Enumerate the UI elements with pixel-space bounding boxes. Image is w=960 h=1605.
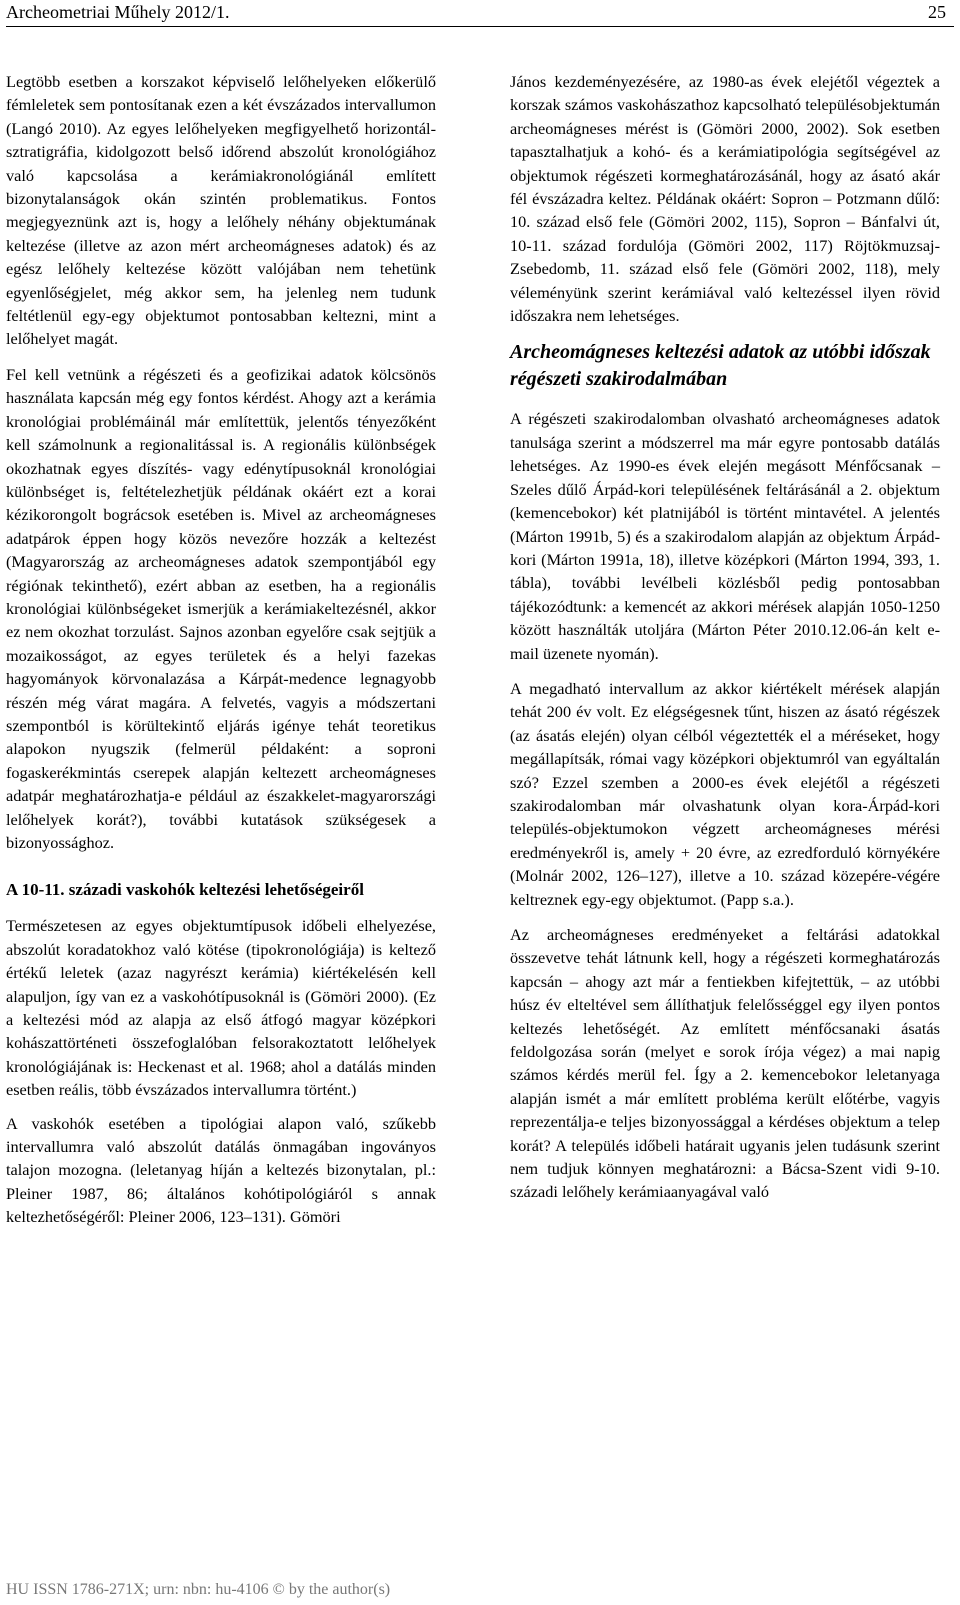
page-header [6, 0, 954, 27]
page-footer: HU ISSN 1786-271X; urn: nbn: hu-4106 © by the author(s) [6, 1581, 391, 1598]
paragraph: A megadható intervallum az akkor kiértékelt mérések alapján tehát 200 év volt. Ez elégségesnek tűnt, hiszen az ásató régészek (az ásatás elején) olyan célból végeztették el a méréseket, hogy megállapítsák, római vagy középkori objektumról van egyáltalán szó? Ezzel szemben a 2000-es évek elejétől a régészeti szakirodalomban már olvashatunk olyan kora-Árpád-kori település-objektumokon végzett archeomágneses mérési eredményekről is, amely + 20 évre, az ezredforduló környékére (Molnár 2002, 126–127), illetve a 10. század közepére-végére keltreznek egy-egy objektumot. (Papp s.a.). [510, 678, 940, 909]
right-column [510, 70, 940, 1216]
paragraph: Természetesen az egyes objektumtípusok időbeli elhelyezése, abszolút koradatokhoz való kötése (tipokronológiája) is keltező értékű leletek (azaz nagyrészt kerámia) kiértékelésén kell alapuljon, így van ez a vaskohótípusoknál is (Gömöri 2000). (Ez a keltezési mód az alapja az első átfogó magyar középkori kohászattörténeti összefoglalóban felsorakoztatott lelőhelyek kronológiájának is: Heckenast et al. 1968; ahol a datálás minden esetben reális, több évszázados intervallumra történt.) [6, 916, 436, 1100]
paragraph: János kezdeményezésére, az 1980-as évek elejétől végeztek a korszak számos vaskohászathoz kapcsolható településobjektumán archeomágneses mérést is (Gömöri 2000, 2002). Sok esetben tapasztalhatjuk a kohó- és a kerámiatipológia segítségével az objektumok régészeti kormeghatározásánál, hogy az ásató akár fél évszázadra keltez. Példának okáért: Sopron – Potzmann dűlő: 10. század első fele (Gömöri 2002, 115), Sopron – Bánfalvi út, 10-11. század fordulója (Gömöri 2002, 117) Röjtökmuzsaj-Zsebedomb, 11. század első fele (Gömöri 2002, 118), mely véleményünk szerint kerámiával való keltezéssel ilyen rövid időszakra nem lehetséges. [510, 72, 940, 326]
paragraph: A vaskohók esetében a tipológiai alapon való, szűkebb intervallumra való abszolút datálás önmagában ingoványos talajon mozogna. (leletanyag híján a keltezés bizonytalan, pl.: Pleiner 1987, 86; általános kohótipológiáról s annak keltezhetőségéről: Pleiner 2006, 123–131). Gömöri [6, 1113, 436, 1227]
left-column [6, 70, 436, 1241]
paragraph: A régészeti szakirodalomban olvasható archeomágneses adatok tanulsága szerint a módszerrel ma már egyre pontosabb datálás lehetséges. Az 1990-es évek elején megásott Ménfőcsanak – Szeles dűlő Árpád-kori településének feltárásánál a 2. objektum (kemencebokor) két platnijából is történt mintavétel. A jelentés (Márton 1991b, 5) és a szakirodalom alapján az objektum Árpád-kori (Márton 1991a, 18), illetve középkori (Márton 1994, 393, 1. tábla), további levélbeli közlésből pedig pontosabban tájékozódtunk: a kemencét az akkori mérések alapján 1050-1250 között használták utoljára (Márton Péter 2010.12.06-án kelt e-mail üzenete nyomán). [510, 409, 940, 663]
page-number: 25 [928, 2, 946, 22]
section-heading: A 10-11. századi vaskohók keltezési lehetőségeiről [6, 880, 364, 900]
journal-title: Archeometriai Műhely 2012/1. [6, 2, 230, 22]
paragraph: Az archeomágneses eredményeket a feltárási adatokkal összevetve tehát látnunk kell, hogy a régészeti kormeghatározás kapcsán – ahogy azt már a fentiekben kifejtettük, – az utóbbi húsz év elteltével sem állíthatjuk felelősséggel egy ilyen pontos keltezés lehetőségét. Az említett ménfőcsanaki ásatás feldolgozása során (melyet e sorok írója végez) a mai napig számos kérdés merül fel. Így a 2. kemencebokor leletanyaga alapján ismét a már említett probléma került előtérbe, vagyis reprezentálja-e teljes bizonyossággal a kérdéses objektum a telep korát? A település időbeli határait ugyanis jelen tudásunk szerint nem tudjuk könnyen meghatározni: a Bácsa-Szent vidi 9-10. századi lelőhely kerámiaanyagával való [510, 925, 940, 1202]
paragraph: Legtöbb esetben a korszakot képviselő lelőhelyeken előkerülő fémleletek sem pontosítanak ezen a két évszázados intervallumon (Langó 2010). Az egyes lelőhelyeken megfigyelhető horizontál-sztratigráfia, kidolgozott belső időrend abszolút kronológiához való kapcsolása a kerámiakronológiánál említett bizonytalanságok okán szintén problematikus. Fontos megjegyeznünk azt is, hogy a lelőhely néhány objektumának keltezése (illetve az azon mért archeomágneses adatok) és az egész lelőhely keltezése között valójában nem tehetünk egyenlőségjelet, még akkor sem, ha jelenleg nem tudunk feltétlenül egy-egy objektumot pontosabban keltezni, mint a lelőhelyet magát. [6, 72, 436, 349]
paragraph: Fel kell vetnünk a régészeti és a geofizikai adatok kölcsönös használata kapcsán még egy fontos kérdést. Ahogy azt a kerámia kronológiai problémáinál már említettük, jelentős tényezőként kell számolnunk a regionalitással is. A regionális különbségek okozhatnak egyes díszítés- vagy edénytípusoknál kronológiai különbséget is, feltételezhetjük példának okáért ezt a korai kézikorongolt bográcsok esetében is. Mivel az archeomágneses adatpárok éppen hogy közös nevezőre hozzák a keltezést (Magyarország az archeomágneses adatok szempontjából egy régiónak tekinthető), ezért abban az esetben, ha a regionális kronológiai különbségeket ismerjük a kerámiakeltezésnél, akkor ez nem okozhat torzulást. Sajnos azonban egyelőre csak sejtjük a mozaikosságot, az egyes területek és a helyi fazekas hagyományok körvonalazása a Kárpát-medence legnagyobb részén még várat magára. A felvetés, vagyis a módszertani szempontból is körültekintő eljárás igénye tehát teoretikus alapokon nyugszik (felmerül példaként: a soproni fogaskerékmintás cserepek alapján keltezett archeomágneses adatpár meghatározhatja-e például az északkelet-magyarországi lelőhelyek korát?), további kutatások szükségesek a bizonyossághoz. [6, 364, 436, 852]
section-heading: Archeomágneses keltezési adatok az utóbbi időszak régészeti szakirodalmában [510, 341, 931, 391]
